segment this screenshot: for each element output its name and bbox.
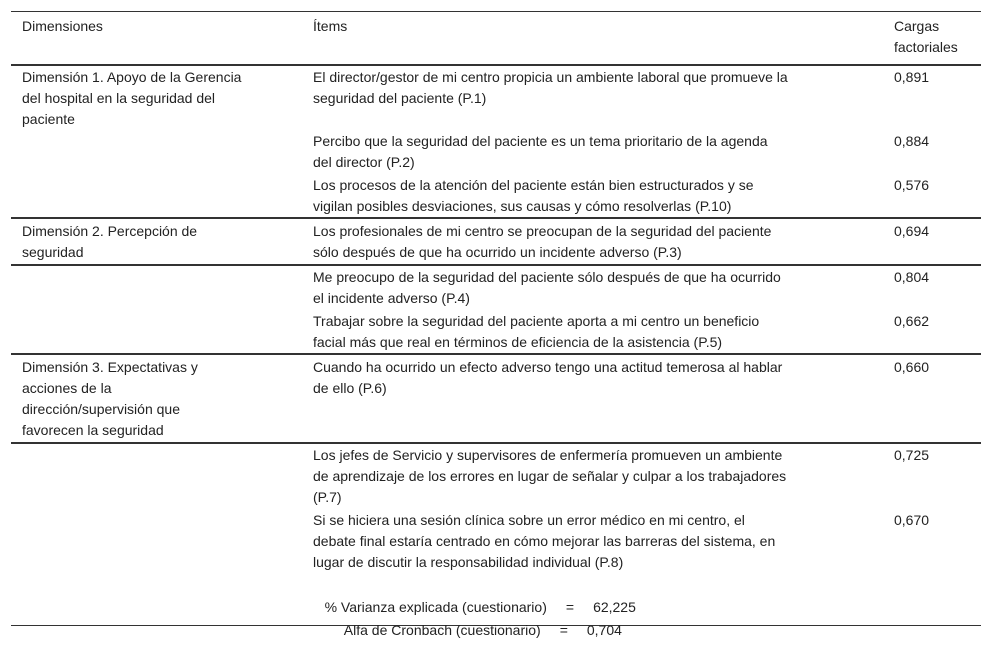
- dimension-2-label: [22, 221, 302, 263]
- header-items: Ítems: [313, 18, 348, 34]
- header-loadings: [894, 16, 981, 58]
- item-p6: [313, 357, 873, 399]
- dimension-label-line: favorecen la seguridad: [22, 422, 164, 438]
- item-line: del director (P.2): [313, 154, 415, 170]
- loading-p7: 0,725: [894, 447, 930, 463]
- loading-p10: 0,576: [894, 177, 930, 193]
- loading-p4: 0,804: [894, 269, 930, 285]
- item-p10: [313, 175, 873, 217]
- item-line: (P.7): [313, 489, 342, 505]
- item-line: Los jefes de Servicio y supervisores de enfermería promueven un ambiente: [313, 447, 783, 463]
- dimension-label-line: Dimensión 1. Apoyo de la Gerencia: [22, 69, 242, 85]
- alpha-label: Alfa de Cronbach (cuestionario): [343, 622, 541, 638]
- item-line: de aprendizaje de los errores en lugar de señalar y culpar a los trabajadores: [313, 468, 787, 484]
- dimension-label-line: Dimensión 2. Percepción de: [22, 223, 198, 239]
- item-line: de ello (P.6): [313, 380, 387, 396]
- dimension-2-top-rule: [11, 264, 981, 266]
- item-line: el incidente adverso (P.4): [313, 290, 470, 306]
- item-p8: [313, 510, 873, 573]
- item-p4: [313, 267, 873, 309]
- loading-p1: 0,891: [894, 69, 930, 85]
- dimension-label-line: dirección/supervisión que: [22, 401, 180, 417]
- dimension-label-line: paciente: [22, 111, 75, 127]
- header-loadings-line: Cargas: [894, 18, 940, 34]
- alpha-value: 0,704: [586, 622, 622, 638]
- header-loadings-line: factoriales: [894, 39, 958, 55]
- dimension-3-mid-rule: [11, 442, 981, 444]
- dimension-2-bottom-rule: [11, 353, 981, 355]
- variance-label: % Varianza explicada (cuestionario): [324, 599, 547, 615]
- dimension-label-line: Dimensión 3. Expectativas y: [22, 359, 198, 375]
- loading-p5: 0,662: [894, 313, 930, 329]
- dimension-label-line: acciones de la: [22, 380, 112, 396]
- variance-equals: =: [565, 599, 575, 615]
- table-top-rule: [11, 11, 981, 12]
- item-line: Me preocupo de la seguridad del paciente sólo después de que ha ocurrido: [313, 269, 781, 285]
- item-p5: [313, 311, 873, 353]
- loading-p6: 0,660: [894, 359, 930, 375]
- header-bottom-rule: [11, 64, 981, 66]
- item-line: Cuando ha ocurrido un efecto adverso tengo una actitud temerosa al hablar: [313, 359, 783, 375]
- dimension-1-bottom-rule: [11, 217, 981, 219]
- item-p7: [313, 445, 873, 508]
- header-dimensions: Dimensiones: [22, 18, 103, 34]
- item-line: Percibo que la seguridad del paciente es un tema prioritario de la agenda: [313, 133, 768, 149]
- loading-p8: 0,670: [894, 512, 930, 528]
- item-line: sólo después de que ha ocurrido un incidente adverso (P.3): [313, 244, 682, 260]
- variance-value: 62,225: [593, 599, 636, 615]
- dimension-label-line: seguridad: [22, 244, 84, 260]
- item-line: Los procesos de la atención del paciente están bien estructurados y se: [313, 177, 754, 193]
- item-p3: [313, 221, 873, 263]
- item-line: Trabajar sobre la seguridad del paciente aporta a mi centro un beneficio: [313, 313, 760, 329]
- item-p1: [313, 67, 873, 109]
- item-line: lugar de discutir la responsabilidad individual (P.8): [313, 554, 624, 570]
- item-line: Si se hiciera una sesión clínica sobre un error médico en mi centro, el: [313, 512, 745, 528]
- item-p2: [313, 131, 873, 173]
- loading-p2: 0,884: [894, 133, 930, 149]
- item-line: debate final estaría centrado en cómo mejorar las barreras del sistema, en: [313, 533, 776, 549]
- alpha-equals: =: [559, 622, 568, 638]
- loading-p3: 0,694: [894, 223, 930, 239]
- item-line: seguridad del paciente (P.1): [313, 90, 487, 106]
- cronbach-alpha-row: [329, 599, 622, 662]
- dimension-3-label: [22, 357, 302, 441]
- item-line: vigilan posibles desviaciones, sus causas y cómo resolverlas (P.10): [313, 198, 732, 214]
- dimension-1-label: [22, 67, 302, 130]
- item-line: facial más que real en términos de eficiencia de la asistencia (P.5): [313, 334, 723, 350]
- item-line: Los profesionales de mi centro se preocupan de la seguridad del paciente: [313, 223, 772, 239]
- item-line: El director/gestor de mi centro propicia un ambiente laboral que promueve la: [313, 69, 788, 85]
- dimension-label-line: del hospital en la seguridad del: [22, 90, 216, 106]
